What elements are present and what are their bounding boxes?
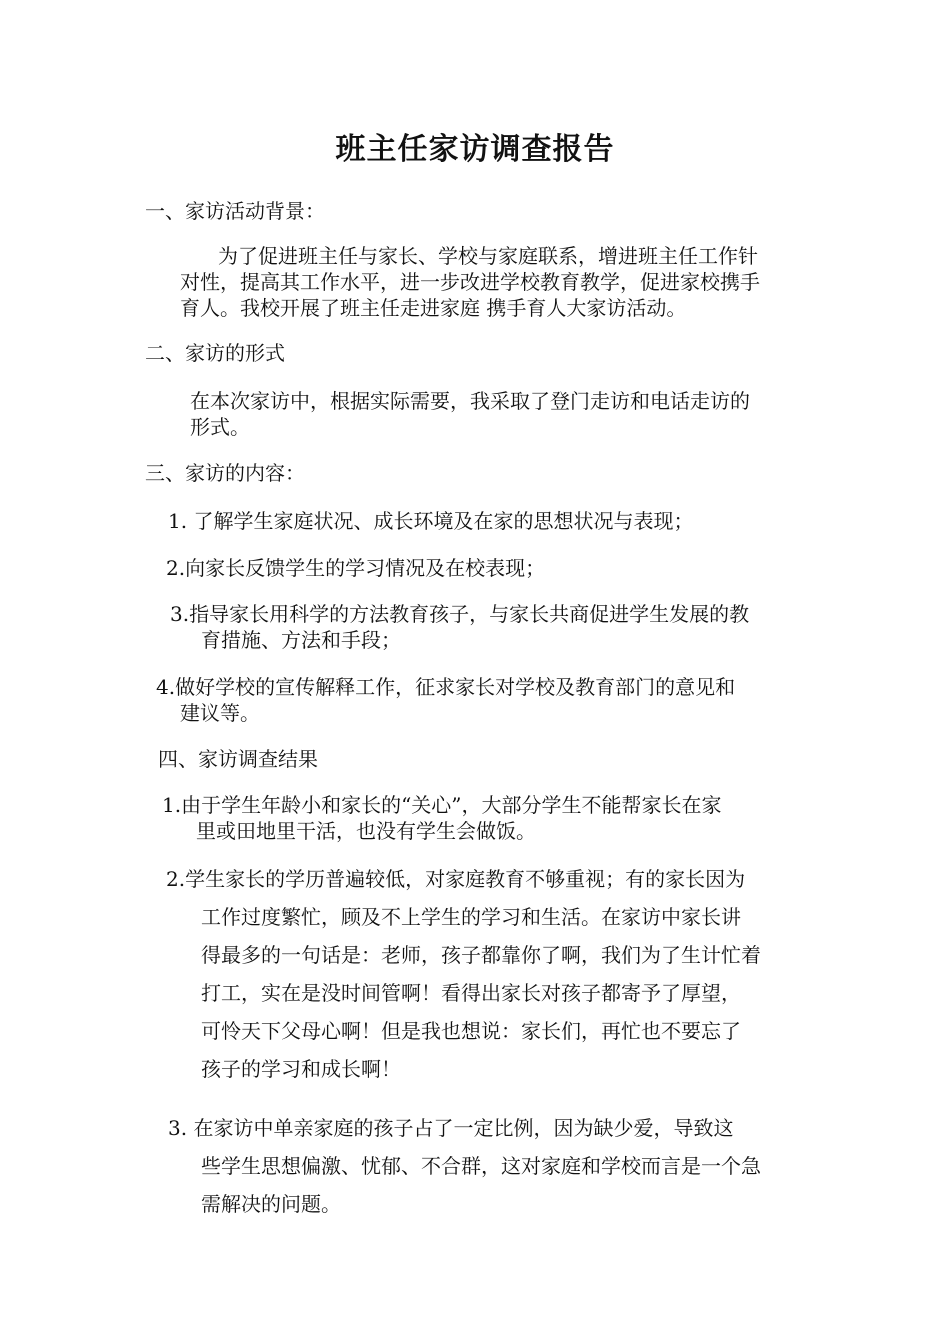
list-item: 3.指导家长用科学的方法教育孩子，与家长共商促进学生发展的教 [170,602,750,626]
list-item-continuation: 得最多的一句话是：老师，孩子都靠你了啊，我们为了生计忙着 [201,943,761,967]
list-item: 1. 了解学生家庭状况、成长环境及在家的思想状况与表现； [168,509,694,533]
list-item-continuation: 些学生思想偏激、忧郁、不合群，这对家庭和学校而言是一个急 [201,1154,761,1178]
paragraph-line: 为了促进班主任与家长、学校与家庭联系，增进班主任工作针 [218,244,758,268]
list-item-continuation: 需解决的问题。 [201,1192,341,1216]
section-heading-background: 一、家访活动背景： [145,199,325,223]
list-item-continuation: 孩子的学习和成长啊！ [201,1057,401,1081]
section-heading-results: 四、家访调查结果 [158,747,318,771]
paragraph-line: 育人。我校开展了班主任走进家庭 携手育人大家访活动。 [180,296,687,320]
list-item-continuation: 可怜天下父母心啊！但是我也想说：家长们，再忙也不要忘了 [201,1019,741,1043]
list-item: 4.做好学校的宣传解释工作，征求家长对学校及教育部门的意见和 [156,675,736,699]
section-heading-content: 三、家访的内容： [145,461,305,485]
paragraph-line: 形式。 [190,415,250,439]
list-item: 3. 在家访中单亲家庭的孩子占了一定比例，因为缺少爱，导致这 [168,1116,734,1140]
document-title: 班主任家访调查报告 [335,132,615,167]
list-item: 2.学生家长的学历普遍较低，对家庭教育不够重视；有的家长因为 [166,867,746,891]
section-heading-format: 二、家访的形式 [145,341,285,365]
list-item-continuation: 里或田地里干活，也没有学生会做饭。 [196,819,536,843]
list-item-continuation: 打工，实在是没时间管啊！看得出家长对孩子都寄予了厚望， [201,981,741,1005]
list-item: 2.向家长反馈学生的学习情况及在校表现； [166,556,546,580]
list-item-continuation: 育措施、方法和手段； [201,628,401,652]
paragraph-line: 在本次家访中，根据实际需要，我采取了登门走访和电话走访的 [190,389,750,413]
list-item-continuation: 工作过度繁忙，顾及不上学生的学习和生活。在家访中家长讲 [201,905,741,929]
paragraph-line: 对性，提高其工作水平，进一步改进学校教育教学，促进家校携手 [180,270,760,294]
list-item: 1.由于学生年龄小和家长的“关心”，大部分学生不能帮家长在家 [162,793,722,817]
list-item-continuation: 建议等。 [180,701,260,725]
